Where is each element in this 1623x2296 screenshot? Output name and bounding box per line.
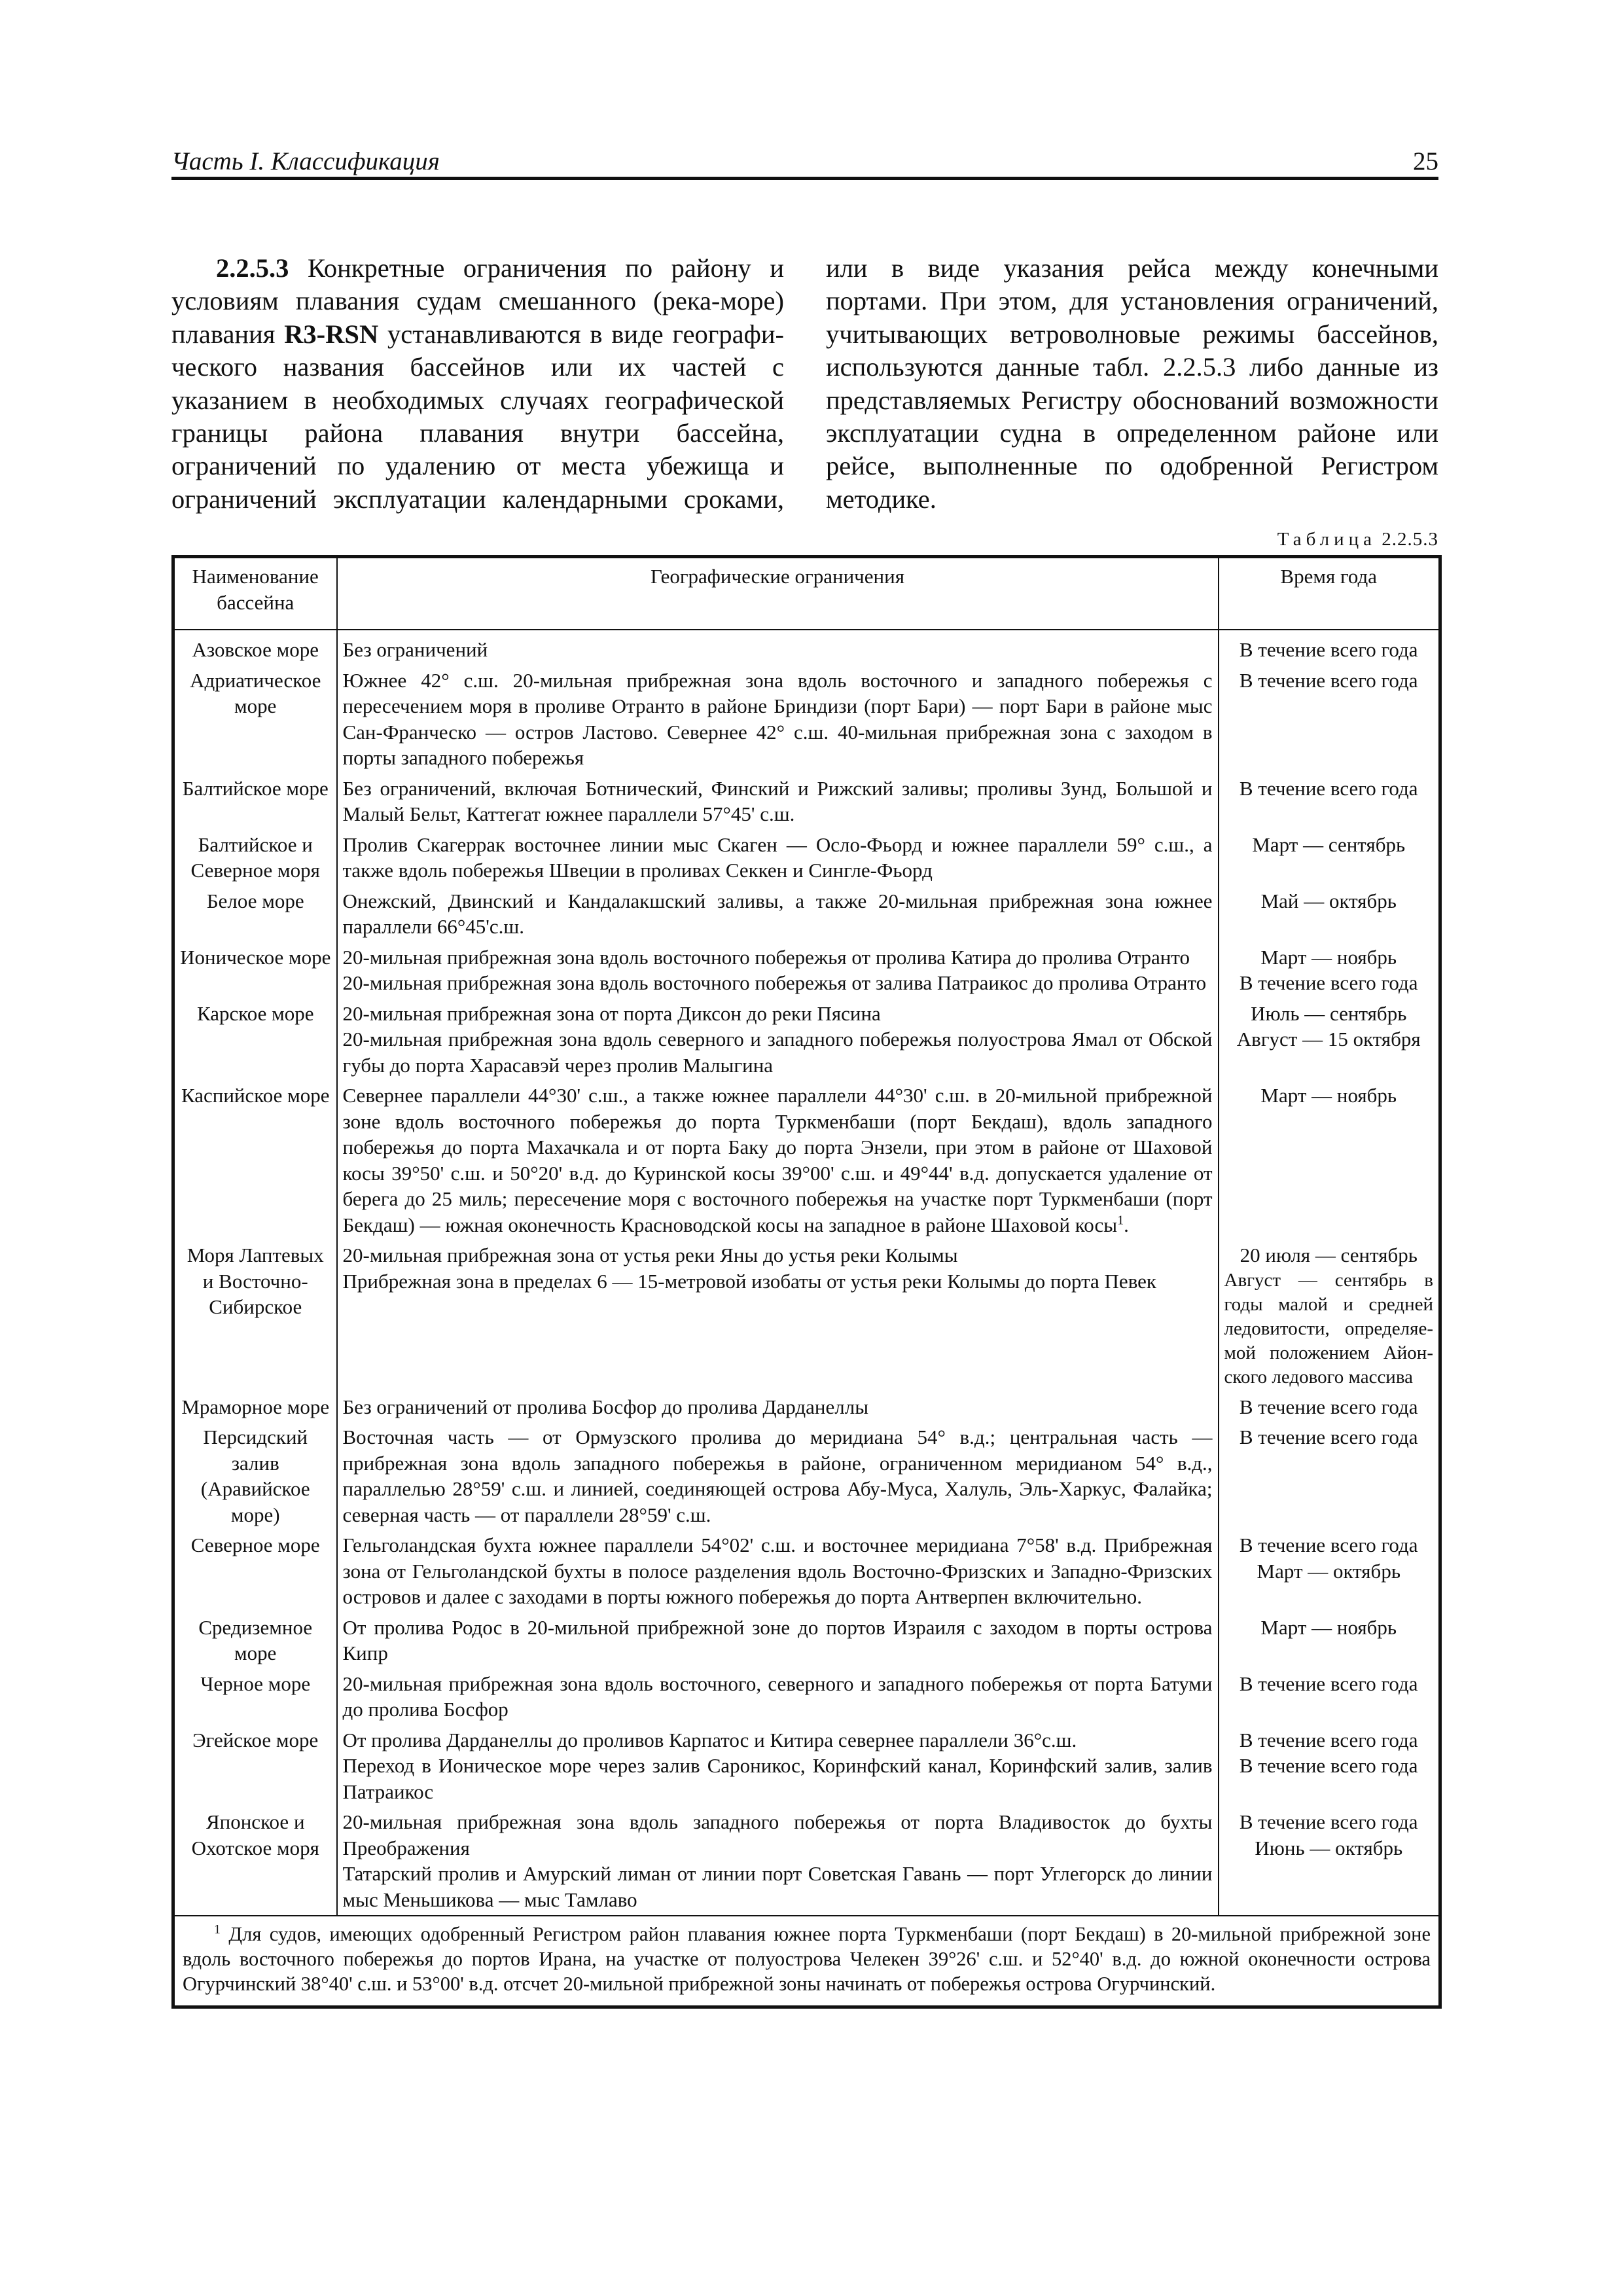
footnote-text: Для судов, имеющих одобренный Регистром район плавания южнее порта Туркменбаши (порт Бекдаш) в 20-мильной прибрежной зоне вдоль восточного побережья до портов Ирана, на участке от полуострова Челекен 39°26' с.ш. и 52°40' в.д. до южной оконечности острова Огурчинский 38°40' с.ш. и 53°00' в.д. отсчет 20-мильной прибрежной зоны начинать от побережья острова Огурчинский. bbox=[183, 1923, 1431, 1995]
basin-name: Балтийское море bbox=[173, 774, 337, 830]
page-header bbox=[171, 144, 1438, 180]
header-basin: Наименование бассейна bbox=[173, 557, 337, 630]
geo-line: Без ограничений от пролива Босфор до пролива Дарданеллы bbox=[342, 1395, 869, 1418]
season-line: 20 июля — сентябрь bbox=[1240, 1244, 1418, 1266]
geo-restrictions bbox=[337, 630, 1219, 666]
geo-line: Прибрежная зона в пределах 6 — 15-метровой изобаты от устья реки Колымы до порта Певек bbox=[342, 1269, 1156, 1293]
basin-name: Японское и Охотское моря bbox=[173, 1807, 337, 1916]
season bbox=[1219, 1240, 1440, 1392]
season-line: В течение всего года bbox=[1239, 971, 1418, 994]
table-row bbox=[173, 830, 1440, 886]
geo-line: 20-мильная прибрежная зона от порта Диксон до реки Пясина bbox=[342, 1001, 881, 1025]
geo-line: 20-мильная прибрежная зона вдоль восточного побережья от залива Патраикос до пролива Отранто bbox=[342, 971, 1207, 994]
geo-line-text: Севернее параллели 44°30' с.ш., а также южнее параллели 44°30' с.ш. в 20-мильной прибрежной зоне вдоль восточного побережья до порта Туркменбаши (порт Бекдаш), вдоль западного побережья до порта Махачкала и от порта Баку до порта Энзели, при этом в районе от Шаховой косы 39°50' с.ш. и 50°20' в.д. до Куринской косы 39°00' с.ш. и 49°44' в.д. допускается удаление от берега до 25 миль; пересечение моря с восточного побережья на участке порт Туркменбаши (порт Бекдаш) — южная оконечность Красноводской косы на западное в районе Шаховой косы bbox=[342, 1084, 1213, 1236]
basin-name: Средиземное море bbox=[173, 1613, 337, 1669]
basin-name: Ионическое море bbox=[173, 942, 337, 999]
season-line: В течение всего года bbox=[1239, 1395, 1418, 1418]
season-line: Март — ноябрь bbox=[1260, 1615, 1397, 1639]
table-footnote-row bbox=[173, 1916, 1440, 2007]
season bbox=[1219, 1725, 1440, 1808]
table-row bbox=[173, 1807, 1440, 1916]
geo-line: 20-мильная прибрежная зона вдоль восточного, северного и западного побережья от порта Батуми до пролива Босфор bbox=[342, 1672, 1213, 1721]
basin-name: Балтийское и Северное моря bbox=[173, 830, 337, 886]
geo-line: Онежский, Двинский и Кандалакшский заливы, а также 20-мильная прибрежная зона южнее параллели 66°45'с.ш. bbox=[342, 889, 1213, 938]
table-row bbox=[173, 1392, 1440, 1423]
season-line: Март — ноябрь bbox=[1260, 1084, 1397, 1107]
basin-name: Азовское море bbox=[173, 630, 337, 666]
table-row bbox=[173, 1422, 1440, 1530]
basin-name: Персидский залив (Аравийское море) bbox=[173, 1422, 337, 1530]
table-row bbox=[173, 886, 1440, 942]
geo-restrictions bbox=[337, 1392, 1219, 1423]
season bbox=[1219, 999, 1440, 1081]
table-row bbox=[173, 774, 1440, 830]
season bbox=[1219, 1530, 1440, 1613]
geo-restrictions bbox=[337, 1530, 1219, 1613]
season bbox=[1219, 886, 1440, 942]
geo-restrictions bbox=[337, 942, 1219, 999]
table-caption-number: 2.2.5.3 bbox=[1382, 529, 1438, 550]
intro-text-after: устанавливаются в виде географического названия бассейнов или их частей с указанием в необходимых случаях географической границы района плавания внутри бассейна, ограничений по удалению от места убежища и ограничений эксплуатации календарными сроками, или в виде указания рейса между конечными портами. При этом, для установления ограничений, учитывающих ветроволновые режимы бассейнов, используются данные табл. 2.2.5.3 либо данные из представляемых Регистру обоснований возможности эксплуатации судна в определенном районе или рейсе, выполненные по одобренной Регистром методике. bbox=[171, 253, 1438, 514]
geo-restrictions bbox=[337, 774, 1219, 830]
season-line: В течение всего года bbox=[1239, 638, 1418, 661]
season-line: Май — октябрь bbox=[1260, 889, 1397, 912]
geo-restrictions bbox=[337, 1807, 1219, 1916]
geo-restrictions bbox=[337, 1081, 1219, 1240]
geo-restrictions bbox=[337, 1669, 1219, 1725]
geo-line: 20-мильная прибрежная зона вдоль северного и западного побережья полуострова Ямал от Обской губы до порта Харасавэй через пролив Малыгина bbox=[342, 1028, 1213, 1077]
season bbox=[1219, 1422, 1440, 1530]
geo-line: 20-мильная прибрежная зона от устья реки Яны до устья реки Колымы bbox=[342, 1244, 958, 1266]
season bbox=[1219, 830, 1440, 886]
season-line: В течение всего года bbox=[1239, 1534, 1418, 1556]
season bbox=[1219, 1081, 1440, 1240]
basin-name: Северное море bbox=[173, 1530, 337, 1613]
table-row bbox=[173, 1240, 1440, 1392]
table-caption bbox=[1277, 529, 1438, 550]
geo-line: Восточная часть — от Ормузского пролива до меридиана 54° в.д.; центральная часть — прибрежная зона вдоль западного побережья в районе, ограниченном меридианом 54° в.д., параллелью 28°59' с.ш. и линией, соединяющей острова Абу-Муса, Халуль, Эль-Харкус, Фалайка; северная часть — от параллели 28°59' с.ш. bbox=[342, 1426, 1213, 1526]
table-row bbox=[173, 942, 1440, 999]
geo-line: Гельголандская бухта южнее параллели 54°02' с.ш. и восточнее меридиана 7°58' в.д. Прибрежная зона от Гельголандской бухты в полосе разделения вдоль Восточно-Фризских и Западно-Фризских островов и далее с заходами в порты южного побережья до порта Антверпен включительно. bbox=[342, 1534, 1213, 1608]
season-line: В течение всего года bbox=[1239, 1728, 1418, 1751]
basin-name: Адриатическое море bbox=[173, 666, 337, 774]
geo-restrictions bbox=[337, 1240, 1219, 1392]
restrictions-table bbox=[171, 555, 1442, 2009]
season-line: В течение всего года bbox=[1239, 1426, 1418, 1448]
season-line: В течение всего года bbox=[1239, 1672, 1418, 1695]
table-header-row bbox=[173, 557, 1440, 630]
geo-restrictions bbox=[337, 1613, 1219, 1669]
header-geo: Географические ограничения bbox=[337, 557, 1219, 630]
season-line: Март — ноябрь bbox=[1260, 945, 1397, 969]
geo-line: От пролива Родос в 20-мильной прибрежной зоне до портов Израиля с заходом в порты острова Кипр bbox=[342, 1615, 1213, 1664]
header-season: Время года bbox=[1219, 557, 1440, 630]
table-row bbox=[173, 1081, 1440, 1240]
geo-line-end: . bbox=[1124, 1213, 1129, 1236]
basin-name: Эгейское море bbox=[173, 1725, 337, 1808]
season-line: В течение всего года bbox=[1239, 668, 1418, 692]
intro-text-before: Конкретные ограничения по району и условиям плавания судам смешанного (река-море) плавания bbox=[171, 253, 784, 349]
geo-restrictions bbox=[337, 1422, 1219, 1530]
table-row bbox=[173, 1669, 1440, 1725]
season bbox=[1219, 630, 1440, 666]
geo-restrictions bbox=[337, 1725, 1219, 1808]
season-line: В течение всего года bbox=[1239, 1754, 1418, 1777]
geo-restrictions bbox=[337, 886, 1219, 942]
basin-name: Моря Лаптевых и Восточно-Сибирское bbox=[173, 1240, 337, 1392]
season-line: В течение всего года bbox=[1239, 1810, 1418, 1833]
season-line: Март — сентябрь bbox=[1252, 833, 1406, 856]
table-row bbox=[173, 999, 1440, 1081]
table-row bbox=[173, 1725, 1440, 1808]
geo-line: 20-мильная прибрежная зона вдоль западного побережья от порта Владивосток до бухты Преображения bbox=[342, 1810, 1213, 1859]
clause-number: 2.2.5.3 bbox=[216, 253, 289, 283]
intro-paragraph bbox=[171, 252, 1438, 527]
basin-name: Каспийское море bbox=[173, 1081, 337, 1240]
season-line: Март — октябрь bbox=[1257, 1559, 1400, 1583]
geo-line bbox=[343, 1083, 1213, 1238]
geo-line: От пролива Дарданеллы до проливов Карпатос и Китира севернее параллели 36°с.ш. bbox=[342, 1728, 1077, 1751]
season-line: В течение всего года bbox=[1239, 776, 1418, 800]
basin-name: Карское море bbox=[173, 999, 337, 1081]
geo-line: Без ограничений, включая Ботнический, Финский и Рижский заливы; проливы Зунд, Большой и Малый Бельт, Каттегат южнее параллели 57°45' с.ш. bbox=[342, 776, 1213, 825]
footnote-mark: 1 bbox=[214, 1922, 221, 1937]
season bbox=[1219, 1669, 1440, 1725]
season bbox=[1219, 1613, 1440, 1669]
basin-name: Черное море bbox=[173, 1669, 337, 1725]
table-caption-word: Таблица bbox=[1277, 529, 1376, 550]
geo-line: Переход в Ионическое море через залив Сароникос, Коринфский канал, Коринфский залив, залив Патраикос bbox=[342, 1754, 1213, 1803]
table-row bbox=[173, 630, 1440, 666]
page-number: 25 bbox=[1413, 147, 1438, 175]
table-row bbox=[173, 1613, 1440, 1669]
geo-line: 20-мильная прибрежная зона вдоль восточного побережья от пролива Катира до пролива Отранто bbox=[342, 945, 1190, 969]
geo-restrictions bbox=[337, 999, 1219, 1081]
geo-line: Южнее 42° с.ш. 20-мильная прибрежная зона вдоль восточного и западного побережья с пересечением моря в проливе Отранто в районе Бриндизи (порт Бари) — порт Бари в районе мыс Сан-Франческо — остров Ластово. Севернее 42° с.ш. 40-мильная прибрежная зона с заходом в порты западного побережья bbox=[342, 668, 1213, 769]
season-line: Август — 15 октября bbox=[1236, 1028, 1421, 1050]
basin-name: Мраморное море bbox=[173, 1392, 337, 1423]
season bbox=[1219, 774, 1440, 830]
season bbox=[1219, 942, 1440, 999]
geo-line: Без ограничений bbox=[342, 638, 488, 661]
season bbox=[1219, 1807, 1440, 1916]
footnote-ref: 1 bbox=[1117, 1213, 1124, 1228]
season-note: Август — сентябрь в годы малой и средней ледовитости, определяемой положением Айонского ледового массива bbox=[1224, 1269, 1433, 1388]
season bbox=[1219, 666, 1440, 774]
geo-line: Пролив Скагеррак восточнее линии мыс Скаген — Осло-Фьорд и южнее параллели 59° с.ш., а также вдоль побережья Швеции в проливах Секкен и Сингле-Фьорд bbox=[342, 833, 1213, 882]
geo-restrictions bbox=[337, 830, 1219, 886]
class-notation: R3-RSN bbox=[284, 319, 379, 349]
season-line: Июнь — октябрь bbox=[1255, 1836, 1403, 1859]
basin-name: Белое море bbox=[173, 886, 337, 942]
table-row bbox=[173, 666, 1440, 774]
season bbox=[1219, 1392, 1440, 1423]
table-row bbox=[173, 1530, 1440, 1613]
geo-line: Татарский пролив и Амурский лиман от линии порт Советская Гавань — порт Углегорск до линии мыс Меньшикова — мыс Тамлаво bbox=[342, 1862, 1213, 1911]
running-title: Часть I. Классификация bbox=[171, 147, 440, 175]
season-line: Июль — сентябрь bbox=[1251, 1001, 1407, 1025]
geo-restrictions bbox=[337, 666, 1219, 774]
table-footnote bbox=[173, 1916, 1440, 2007]
